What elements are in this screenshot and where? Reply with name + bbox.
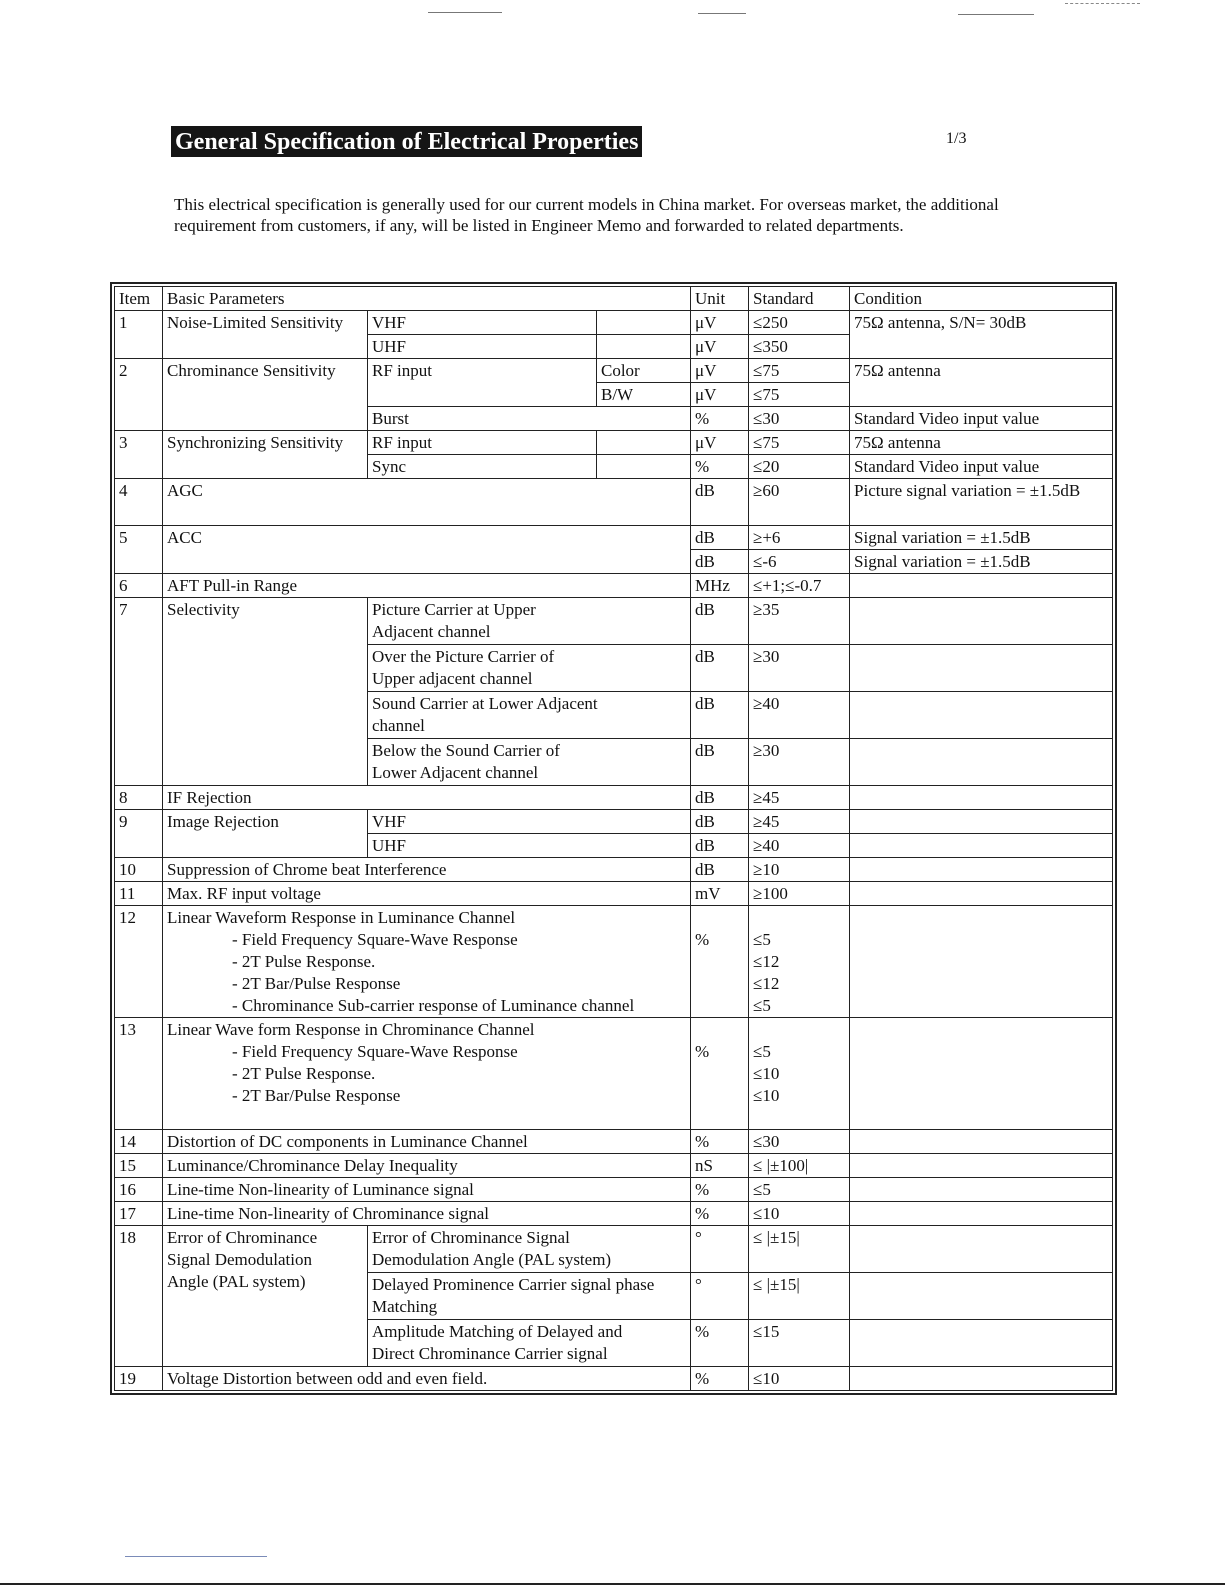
param-sub: RF input	[368, 431, 597, 455]
condition-cell: Standard Video input value	[850, 455, 1113, 479]
header-item: Item	[115, 287, 163, 311]
table-row	[115, 1202, 1113, 1226]
table-row	[115, 1367, 1113, 1391]
item-number: 9	[115, 810, 163, 858]
table-header-row	[115, 287, 1113, 311]
condition-cell	[850, 692, 1113, 739]
param-sub: UHF	[368, 335, 597, 359]
table-row	[115, 906, 1113, 1018]
param-name: Selectivity	[163, 598, 368, 786]
spec-table-frame	[110, 282, 1117, 1395]
standard-cell: ≥40	[749, 834, 850, 858]
param-sub: Error of Chrominance Signal Demodulation Angle (PAL system)	[368, 1226, 691, 1273]
standard-value: ≤10	[753, 1064, 780, 1083]
page-title: General Specification of Electrical Properties	[171, 126, 642, 157]
header-params: Basic Parameters	[163, 287, 691, 311]
standard-cell: ≤30	[749, 407, 850, 431]
condition-cell	[850, 786, 1113, 810]
table-row	[115, 1226, 1113, 1273]
standard-cell: ≥30	[749, 739, 850, 786]
condition-cell	[850, 739, 1113, 786]
table-row	[115, 810, 1113, 834]
standard-cell: ≥45	[749, 810, 850, 834]
param-subitem: - 2T Pulse Response.	[232, 952, 376, 971]
condition-cell	[850, 645, 1113, 692]
condition-cell	[850, 1226, 1113, 1273]
param-name: Voltage Distortion between odd and even field.	[163, 1367, 691, 1391]
standard-value: ≤10	[753, 1086, 780, 1105]
condition-cell	[850, 810, 1113, 834]
item-number: 18	[115, 1226, 163, 1367]
item-number: 8	[115, 786, 163, 810]
unit-cell: dB	[691, 645, 749, 692]
item-number: 15	[115, 1154, 163, 1178]
standard-cell: ≤30	[749, 1130, 850, 1154]
condition-cell	[850, 1273, 1113, 1320]
table-row	[115, 1154, 1113, 1178]
param-sub: Sync	[368, 455, 597, 479]
standard-cell	[749, 906, 850, 1018]
unit-cell: %	[691, 1320, 749, 1367]
standard-cell	[749, 1018, 850, 1130]
item-number: 10	[115, 858, 163, 882]
unit-cell: dB	[691, 810, 749, 834]
item-number: 2	[115, 359, 163, 431]
param-sub: Over the Picture Carrier of Upper adjacent channel	[368, 645, 691, 692]
param-name	[163, 1018, 691, 1130]
condition-cell	[850, 882, 1113, 906]
param-sub: Below the Sound Carrier of Lower Adjacent channel	[368, 739, 691, 786]
unit-cell: μV	[691, 311, 749, 335]
unit-cell: °	[691, 1226, 749, 1273]
param-sub-empty	[597, 455, 691, 479]
param-name: Synchronizing Sensitivity	[163, 431, 368, 479]
condition-cell	[850, 1018, 1113, 1130]
table-row	[115, 479, 1113, 526]
param-sub: Burst	[368, 407, 691, 431]
item-number: 3	[115, 431, 163, 479]
param-name: Suppression of Chrome beat Interference	[163, 858, 691, 882]
standard-cell: ≥35	[749, 598, 850, 645]
item-number: 4	[115, 479, 163, 526]
table-row	[115, 1130, 1113, 1154]
param-sub2: B/W	[597, 383, 691, 407]
standard-cell: ≤10	[749, 1367, 850, 1391]
unit-cell: °	[691, 1273, 749, 1320]
unit-cell: %	[691, 407, 749, 431]
item-number: 12	[115, 906, 163, 1018]
param-sub-empty	[597, 311, 691, 335]
param-sub: RF input	[368, 359, 597, 407]
param-sub: Picture Carrier at Upper Adjacent channel	[368, 598, 691, 645]
standard-value: ≤5	[753, 1042, 771, 1061]
standard-cell: ≤75	[749, 359, 850, 383]
param-subitem: - Chrominance Sub-carrier response of Luminance channel	[232, 996, 635, 1015]
table-row	[115, 526, 1113, 550]
condition-cell: 75Ω antenna	[850, 431, 1113, 455]
spec-table	[114, 286, 1113, 1391]
condition-cell	[850, 834, 1113, 858]
scan-mark	[1065, 3, 1140, 5]
standard-cell: ≤5	[749, 1178, 850, 1202]
param-subitem: - 2T Pulse Response.	[232, 1064, 376, 1083]
unit-cell: dB	[691, 526, 749, 550]
standard-cell: ≥100	[749, 882, 850, 906]
scan-mark	[958, 14, 1034, 15]
item-number: 6	[115, 574, 163, 598]
standard-cell: ≥45	[749, 786, 850, 810]
standard-cell: ≤-6	[749, 550, 850, 574]
table-row	[115, 359, 1113, 383]
unit-cell: μV	[691, 431, 749, 455]
unit-cell: μV	[691, 335, 749, 359]
condition-cell: Standard Video input value	[850, 407, 1113, 431]
item-number: 19	[115, 1367, 163, 1391]
unit-cell: dB	[691, 858, 749, 882]
table-row	[115, 786, 1113, 810]
param-name: Image Rejection	[163, 810, 368, 858]
item-number: 17	[115, 1202, 163, 1226]
standard-value: ≤5	[753, 930, 771, 949]
page-number: 1/3	[946, 130, 967, 147]
condition-cell	[850, 1202, 1113, 1226]
unit-cell: dB	[691, 479, 749, 526]
table-row	[115, 1178, 1113, 1202]
standard-cell: ≤ |±100|	[749, 1154, 850, 1178]
param-name: Error of Chrominance Signal Demodulation Angle (PAL system)	[163, 1226, 368, 1367]
condition-cell: 75Ω antenna	[850, 359, 1113, 407]
param-sub-empty	[597, 335, 691, 359]
standard-cell: ≤ |±15|	[749, 1226, 850, 1273]
item-number: 13	[115, 1018, 163, 1130]
unit-cell: dB	[691, 834, 749, 858]
unit-cell: μV	[691, 359, 749, 383]
standard-cell: ≤350	[749, 335, 850, 359]
unit-cell: nS	[691, 1154, 749, 1178]
param-subitem: - Field Frequency Square-Wave Response	[232, 1042, 518, 1061]
item-number: 16	[115, 1178, 163, 1202]
table-row	[115, 598, 1113, 645]
standard-cell: ≥+6	[749, 526, 850, 550]
standard-cell: ≤10	[749, 1202, 850, 1226]
param-name: Line-time Non-linearity of Luminance signal	[163, 1178, 691, 1202]
standard-cell: ≤15	[749, 1320, 850, 1367]
unit-cell: mV	[691, 882, 749, 906]
condition-cell: Signal variation = ±1.5dB	[850, 550, 1113, 574]
unit-value: %	[695, 1042, 710, 1061]
condition-cell: 75Ω antenna, S/N= 30dB	[850, 311, 1113, 359]
param-name: ACC	[163, 526, 691, 574]
param-sub: Delayed Prominence Carrier signal phase Matching	[368, 1273, 691, 1320]
param-name: AFT Pull-in Range	[163, 574, 691, 598]
condition-cell	[850, 906, 1113, 1018]
header-unit: Unit	[691, 287, 749, 311]
condition-cell	[850, 1154, 1113, 1178]
condition-cell	[850, 1367, 1113, 1391]
param-name: Chrominance Sensitivity	[163, 359, 368, 431]
unit-cell: %	[691, 1178, 749, 1202]
header-standard: Standard	[749, 287, 850, 311]
table-row	[115, 858, 1113, 882]
scan-fold-line	[125, 1556, 267, 1558]
standard-value: ≤5	[753, 996, 771, 1015]
unit-cell	[691, 906, 749, 1018]
standard-cell: ≤75	[749, 431, 850, 455]
intro-paragraph: This electrical specification is generally used for our current models in China market. For overseas market, the additional requirement from customers, if any, will be listed in Engineer Memo and forwarded to related departments.	[174, 195, 999, 235]
scan-mark	[428, 12, 502, 13]
unit-cell	[691, 1018, 749, 1130]
standard-cell: ≥40	[749, 692, 850, 739]
param-sub: Amplitude Matching of Delayed and Direct Chrominance Carrier signal	[368, 1320, 691, 1367]
param-name: Max. RF input voltage	[163, 882, 691, 906]
param-sub: Sound Carrier at Lower Adjacent channel	[368, 692, 691, 739]
param-name: Noise-Limited Sensitivity	[163, 311, 368, 359]
unit-cell: %	[691, 1202, 749, 1226]
unit-value: %	[695, 930, 710, 949]
param-name: AGC	[163, 479, 691, 526]
item-number: 14	[115, 1130, 163, 1154]
condition-cell	[850, 858, 1113, 882]
param-subitem: - Field Frequency Square-Wave Response	[232, 930, 518, 949]
standard-cell: ≤+1;≤-0.7	[749, 574, 850, 598]
unit-cell: dB	[691, 786, 749, 810]
unit-cell: dB	[691, 692, 749, 739]
param-sub2: Color	[597, 359, 691, 383]
standard-cell: ≤75	[749, 383, 850, 407]
table-row	[115, 311, 1113, 335]
unit-cell: dB	[691, 550, 749, 574]
param-sub: VHF	[368, 311, 597, 335]
condition-cell: Picture signal variation = ±1.5dB	[850, 479, 1113, 526]
param-name: IF Rejection	[163, 786, 691, 810]
param-name	[163, 906, 691, 1018]
condition-cell: Signal variation = ±1.5dB	[850, 526, 1113, 550]
param-subitem: - 2T Bar/Pulse Response	[232, 1086, 401, 1105]
standard-value: ≤12	[753, 952, 780, 971]
condition-cell	[850, 574, 1113, 598]
standard-value: ≤12	[753, 974, 780, 993]
table-row	[115, 431, 1113, 455]
param-name: Line-time Non-linearity of Chrominance signal	[163, 1202, 691, 1226]
standard-cell: ≤250	[749, 311, 850, 335]
condition-cell	[850, 1178, 1113, 1202]
condition-cell	[850, 1130, 1113, 1154]
item-number: 1	[115, 311, 163, 359]
standard-cell: ≥60	[749, 479, 850, 526]
param-sub-empty	[597, 431, 691, 455]
unit-cell: dB	[691, 739, 749, 786]
param-sub: VHF	[368, 810, 691, 834]
table-row	[115, 574, 1113, 598]
standard-cell: ≥10	[749, 858, 850, 882]
condition-cell	[850, 1320, 1113, 1367]
standard-cell: ≤20	[749, 455, 850, 479]
unit-cell: μV	[691, 383, 749, 407]
unit-cell: %	[691, 455, 749, 479]
condition-cell	[850, 598, 1113, 645]
param-heading: Linear Wave form Response in Chrominance Channel	[167, 1020, 535, 1039]
param-name: Distortion of DC components in Luminance Channel	[163, 1130, 691, 1154]
scan-mark	[698, 13, 746, 14]
param-sub: UHF	[368, 834, 691, 858]
unit-cell: MHz	[691, 574, 749, 598]
unit-cell: dB	[691, 598, 749, 645]
table-row	[115, 882, 1113, 906]
item-number: 7	[115, 598, 163, 786]
param-subitem: - 2T Bar/Pulse Response	[232, 974, 401, 993]
item-number: 5	[115, 526, 163, 574]
table-row	[115, 1018, 1113, 1130]
header-condition: Condition	[850, 287, 1113, 311]
standard-cell: ≤ |±15|	[749, 1273, 850, 1320]
unit-cell: %	[691, 1130, 749, 1154]
standard-cell: ≥30	[749, 645, 850, 692]
unit-cell: %	[691, 1367, 749, 1391]
param-name: Luminance/Chrominance Delay Inequality	[163, 1154, 691, 1178]
item-number: 11	[115, 882, 163, 906]
param-heading: Linear Waveform Response in Luminance Channel	[167, 908, 516, 927]
